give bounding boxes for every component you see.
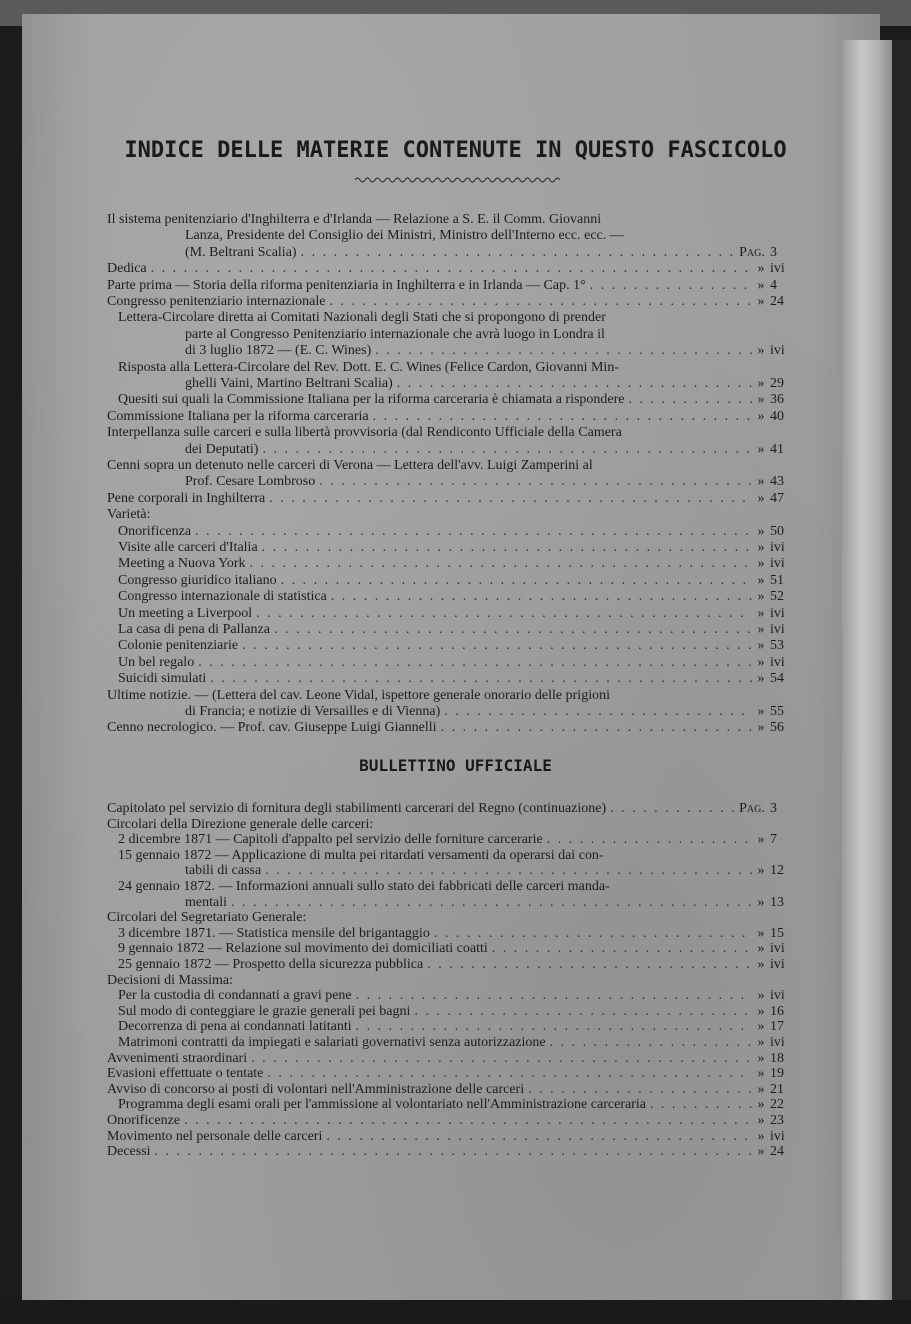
index-entry [118, 524, 792, 540]
bulletin-entry [107, 801, 792, 817]
index-entry [118, 589, 792, 605]
bulletin-entry-text: Per la custodia di condannati a gravi pene [118, 988, 352, 1004]
leader-dots [352, 1019, 752, 1035]
page-marker: » [757, 1097, 765, 1113]
leader-dots [371, 343, 752, 359]
bulletin-entry [118, 1035, 792, 1051]
page-edge-right [842, 40, 892, 1310]
index-entry-text: Suicidi simulati [118, 671, 207, 687]
bulletin-entry [185, 863, 792, 879]
leader-dots [194, 655, 752, 671]
index-entry [107, 507, 792, 523]
leader-dots [325, 294, 752, 310]
page-number: 41 [770, 441, 784, 457]
page-number: 55 [770, 704, 784, 719]
scan-border-bottom [0, 1300, 911, 1324]
index-entry [107, 261, 792, 277]
leader-dots [247, 1051, 752, 1067]
index-entry-text: Parte prima — Storia della riforma penitenziaria in Inghilterra e in Irlanda — Cap. 1° [107, 277, 586, 293]
bulletin-entry-text: Circolari della Direzione generale delle carceri: [107, 816, 374, 832]
leader-dots [369, 409, 752, 425]
bulletin-entry-text: Onorificenze [107, 1113, 181, 1128]
index-entry [107, 720, 792, 736]
index-entry-text: di 3 luglio 1872 — (E. C. Wines) [185, 343, 372, 359]
index-entry-text: Dedica [107, 261, 147, 277]
bulletin-entry [107, 817, 792, 833]
page-number: 47 [770, 490, 784, 506]
leader-dots [410, 1004, 752, 1020]
leader-dots [423, 957, 752, 973]
bulletin-entry-text: Decorrenza di pena ai condannati latitanti [118, 1019, 352, 1035]
index-entry [185, 327, 792, 343]
index-entry-text: Cenni sopra un detenuto nelle carceri di Verona — Lettera dell'avv. Luigi Zamperini al [107, 458, 593, 473]
index-entry-text: (M. Beltrani Scalia) [185, 244, 297, 260]
index-entry [107, 458, 792, 474]
leader-dots [263, 1066, 752, 1082]
index-entry [185, 376, 792, 392]
bulletin-entry-text: 3 dicembre 1871. — Statistica mensile del brigantaggio [118, 925, 430, 941]
index-entry-text: Un bel regalo [118, 654, 195, 670]
index-entry-text: Congresso internazionale di statistica [118, 589, 327, 605]
page-marker: » [757, 474, 765, 490]
bulletin-entry-text: Capitolato pel servizio di fornitura degli stabilimenti carcerari del Regno (continuazione) [107, 801, 607, 816]
index-entry [185, 245, 792, 261]
index-entry-text: Onorificenza [118, 523, 192, 539]
index-entry [118, 392, 792, 408]
index-entry-text: Cenno necrologico. — Prof. cav. Giuseppe Luigi Giannelli [107, 720, 437, 736]
index-title: INDICE DELLE MATERIE CONTENUTE IN QUESTO FASCICOLO [124, 138, 787, 163]
bulletin-entry-text: 24 gennaio 1872. — Informazioni annuali sullo stato dei fabbricati delle carceri manda- [118, 879, 610, 894]
leader-dots [646, 1097, 752, 1113]
index-entry [185, 474, 792, 490]
index-entry [185, 343, 792, 359]
page-number: 51 [770, 572, 784, 588]
bulletin-entry-text: tabili di cassa [185, 863, 262, 879]
index-entry [185, 228, 792, 244]
bulletin-entry [118, 941, 792, 957]
page-number: ivi [770, 605, 785, 621]
page-number: ivi [770, 654, 785, 670]
page-number: 15 [770, 925, 784, 941]
title-ornament [355, 175, 560, 185]
page-number: 52 [770, 589, 784, 605]
bulletin-entry [107, 1066, 792, 1082]
page-marker: » [757, 441, 765, 457]
index-entry [107, 491, 792, 507]
index-entry-text: Lanza, Presidente del Consiglio dei Ministri, Ministro dell'Interno ecc. ecc. — [185, 228, 624, 244]
bulletin-entry-text: Programma degli esami orali per l'ammissione al volontariato nell'Amministrazione carceraria [118, 1097, 646, 1113]
page-marker: » [757, 638, 765, 654]
page-marker: » [757, 894, 765, 910]
page-marker: Pag. [739, 244, 765, 260]
leader-dots [327, 589, 752, 605]
page-number: 13 [770, 894, 784, 910]
page-marker: » [757, 1050, 765, 1066]
leader-dots [227, 895, 752, 911]
page-number: 50 [770, 523, 784, 539]
index-entry [107, 212, 792, 228]
page-number: 3 [770, 801, 777, 816]
index-entry [185, 442, 792, 458]
bulletin-entry-text: 9 gennaio 1872 — Relazione sul movimento dei domiciliati coatti [118, 941, 488, 957]
page-marker: » [757, 1128, 765, 1144]
page-marker: » [757, 392, 765, 408]
leader-dots [546, 1035, 752, 1051]
index-entry-text: Meeting a Nuova York [118, 556, 246, 572]
leader-dots [258, 540, 752, 556]
page-marker: » [757, 832, 765, 848]
leader-dots [297, 245, 734, 261]
page-number: 12 [770, 863, 784, 879]
page-marker: » [757, 490, 765, 506]
index-entry [118, 573, 792, 589]
page-number: 21 [770, 1081, 784, 1097]
page-number: 17 [770, 1019, 784, 1035]
leader-dots [586, 278, 752, 294]
index-entry-text: Congresso penitenziario internazionale [107, 294, 326, 309]
bulletin-entry [107, 1144, 792, 1160]
bulletin-entry [107, 1129, 792, 1145]
page-marker: » [757, 1019, 765, 1035]
index-entry [107, 688, 792, 704]
bulletin-entry [118, 1019, 792, 1035]
leader-dots [270, 622, 752, 638]
bulletin-entry-text: Avviso di concorso ai posti di volontari nell'Amministrazione delle carceri [107, 1081, 525, 1097]
page-marker: » [757, 376, 765, 391]
page-number: 56 [770, 720, 784, 736]
bulletin-entry-text: Circolari del Segretariato Generale: [107, 910, 307, 926]
index-entry-text: Colonie penitenziarie [118, 638, 239, 654]
page-number: 16 [770, 1003, 784, 1019]
page-marker: Pag. [739, 801, 765, 816]
page-number: ivi [770, 556, 785, 572]
bulletin-entry-text: 15 gennaio 1872 — Applicazione di multa pei ritardati versamenti da operarsi dai con- [118, 847, 604, 863]
page-number: ivi [770, 343, 785, 359]
page-marker: » [757, 925, 765, 941]
leader-dots [277, 573, 752, 589]
leader-dots [437, 720, 752, 736]
bulletin-entry-text: Avvenimenti straordinari [107, 1050, 248, 1066]
page-marker: » [757, 1113, 765, 1128]
page-marker: » [757, 704, 765, 719]
bulletin-entry [118, 988, 792, 1004]
bulletin-entry-text: mentali [185, 894, 227, 910]
leader-dots [543, 832, 752, 848]
scan-border-right [892, 40, 911, 1324]
bulletin-entry-text: Sul modo di conteggiare le grazie generali pei bagni [118, 1003, 411, 1019]
index-entry [107, 409, 792, 425]
bulletin-entry [107, 1113, 792, 1129]
bulletin-entry [118, 879, 792, 895]
index-entry [118, 671, 792, 687]
bulletin-entry-text: 25 gennaio 1872 — Prospetto della sicurezza pubblica [118, 957, 424, 972]
bulletin-entry-text: Movimento nel personale delle carceri [107, 1128, 323, 1144]
page-number: 3 [770, 244, 777, 260]
index-entry [118, 310, 792, 326]
page-marker: » [757, 988, 765, 1004]
leader-dots [315, 474, 752, 490]
page-number: 43 [770, 474, 784, 490]
index-entry-text: Ultime notizie. — (Lettera del cav. Leone Vidal, ispettore generale onorario delle prigioni [107, 687, 610, 703]
page-marker: » [757, 957, 765, 972]
leader-dots [625, 392, 752, 408]
leader-dots [440, 704, 752, 720]
index-entry-text: Pene corporali in Inghilterra [107, 490, 266, 506]
page-marker: » [757, 589, 765, 605]
page-number: 54 [770, 671, 784, 687]
page-marker: » [757, 408, 765, 424]
index-entry-text: Commissione Italiana per la riforma carceraria [107, 408, 369, 424]
index-entry [107, 294, 792, 310]
bulletin-entry [118, 832, 792, 848]
page-marker: » [757, 277, 765, 293]
page-number: 29 [770, 376, 784, 391]
bulletin-entry [107, 973, 792, 989]
leader-dots [191, 524, 752, 540]
index-entry-text: ghelli Vaini, Martino Beltrani Scalia) [185, 376, 393, 391]
page-marker: » [757, 863, 765, 879]
page-marker: » [757, 343, 765, 359]
page-number: ivi [770, 1035, 785, 1050]
leader-dots [524, 1082, 752, 1098]
leader-dots [258, 442, 752, 458]
index-entry [118, 655, 792, 671]
index-entry [107, 278, 792, 294]
leader-dots [261, 863, 752, 879]
bulletin-entry-text: Matrimoni contratti da impiegati e salariati governativi senza autorizzazione [118, 1035, 546, 1050]
page-number: 24 [770, 1144, 784, 1160]
page-number: 23 [770, 1113, 784, 1128]
page-number: ivi [770, 1128, 785, 1144]
bulletin-entry [107, 1082, 792, 1098]
page-marker: » [757, 605, 765, 621]
bulletin-entry-text: 2 dicembre 1871 — Capitoli d'appalto pel servizio delle forniture carcerarie [118, 832, 543, 848]
bulletin-title: BULLETTINO UFFICIALE [359, 756, 552, 775]
index-entry [118, 638, 792, 654]
page-number: 7 [770, 832, 777, 848]
page-marker: » [757, 671, 765, 687]
leader-dots [180, 1113, 752, 1129]
index-entry [107, 425, 792, 441]
index-entry-text: Risposta alla Lettera-Circolare del Rev. Dott. E. C. Wines (Felice Cardon, Giovanni Min- [118, 359, 619, 375]
page-marker: » [757, 1144, 765, 1160]
bulletin-entry-text: Evasioni effettuate o tentate [107, 1066, 264, 1082]
page-marker: » [757, 556, 765, 572]
page-marker: » [757, 294, 765, 309]
leader-dots [265, 491, 752, 507]
page-marker: » [757, 1003, 765, 1019]
page-marker: » [757, 1066, 765, 1082]
page-number: ivi [770, 540, 785, 555]
index-entry-text: Varietà: [107, 507, 151, 523]
index-entry-text: Lettera-Circolare diretta ai Comitati Nazionali degli Stati che si propongono di prender [118, 310, 606, 326]
page-number: 36 [770, 392, 784, 408]
leader-dots [151, 1144, 752, 1160]
page-marker: » [757, 572, 765, 588]
page-number: 4 [770, 277, 777, 293]
bulletin-entry [185, 895, 792, 911]
page-number: 24 [770, 294, 784, 309]
leader-dots [430, 926, 752, 942]
index-entry-text: La casa di pena di Pallanza [118, 622, 270, 637]
page-number: 40 [770, 408, 784, 424]
index-entry-text: Interpellanza sulle carceri e sulla libertà provvisoria (dal Rendiconto Ufficiale della Camera [107, 425, 622, 441]
leader-dots [246, 556, 752, 572]
leader-dots [322, 1129, 752, 1145]
index-entry-text: parte al Congresso Penitenziario internazionale che avrà luogo in Londra il [185, 326, 605, 342]
index-entry [118, 606, 792, 622]
index-entry-text: Quesiti sui quali la Commissione Italiana per la riforma carceraria è chiamata a rispondere [118, 392, 625, 408]
page-number: ivi [770, 622, 785, 637]
index-entry-text: Il sistema penitenziario d'Inghilterra e d'Irlanda — Relazione a S. E. il Comm. Giovanni [107, 212, 602, 227]
page-marker: » [757, 941, 765, 957]
leader-dots [238, 638, 752, 654]
leader-dots [488, 941, 752, 957]
page-number: ivi [770, 988, 785, 1004]
page-marker: » [757, 1035, 765, 1050]
index-entry [185, 704, 792, 720]
index-entry-text: Visite alle carceri d'Italia [118, 540, 258, 555]
page-marker: » [757, 1081, 765, 1097]
bulletin-entry-text: Decessi [107, 1144, 151, 1160]
leader-dots [606, 801, 734, 817]
page-marker: » [757, 523, 765, 539]
page-number: 19 [770, 1066, 784, 1082]
page-number: 22 [770, 1097, 784, 1113]
page-marker: » [757, 622, 765, 637]
page-number: 18 [770, 1050, 784, 1066]
leader-dots [352, 988, 752, 1004]
bulletin-entry [118, 1097, 792, 1113]
bulletin-entry [118, 957, 792, 973]
page-marker: » [757, 540, 765, 555]
bulletin-entry [107, 910, 792, 926]
page-number: ivi [770, 941, 785, 957]
page-number: 53 [770, 638, 784, 654]
page-marker: » [757, 654, 765, 670]
page-marker: » [757, 261, 765, 277]
leader-dots [206, 671, 752, 687]
leader-dots [393, 376, 752, 392]
bulletin-entry [118, 1004, 792, 1020]
index-entry-text: Un meeting a Liverpool [118, 605, 253, 621]
bulletin-entry-text: Decisioni di Massima: [107, 972, 233, 988]
index-entry [118, 622, 792, 638]
bulletin-entry [107, 1051, 792, 1067]
leader-dots [252, 606, 752, 622]
page-marker: » [757, 720, 765, 736]
index-entry-text: di Francia; e notizie di Versailles e di Vienna) [185, 704, 441, 719]
index-entry-text: Congresso giuridico italiano [118, 572, 277, 588]
leader-dots [147, 261, 752, 277]
index-entry-text: Prof. Cesare Lombroso [185, 474, 316, 490]
index-entry-text: dei Deputati) [185, 441, 259, 457]
index-entry [118, 556, 792, 572]
index-entry [118, 360, 792, 376]
page-number: ivi [770, 261, 785, 277]
bulletin-entry [118, 926, 792, 942]
bulletin-entry [118, 848, 792, 864]
page-number: ivi [770, 957, 785, 972]
index-entry [118, 540, 792, 556]
